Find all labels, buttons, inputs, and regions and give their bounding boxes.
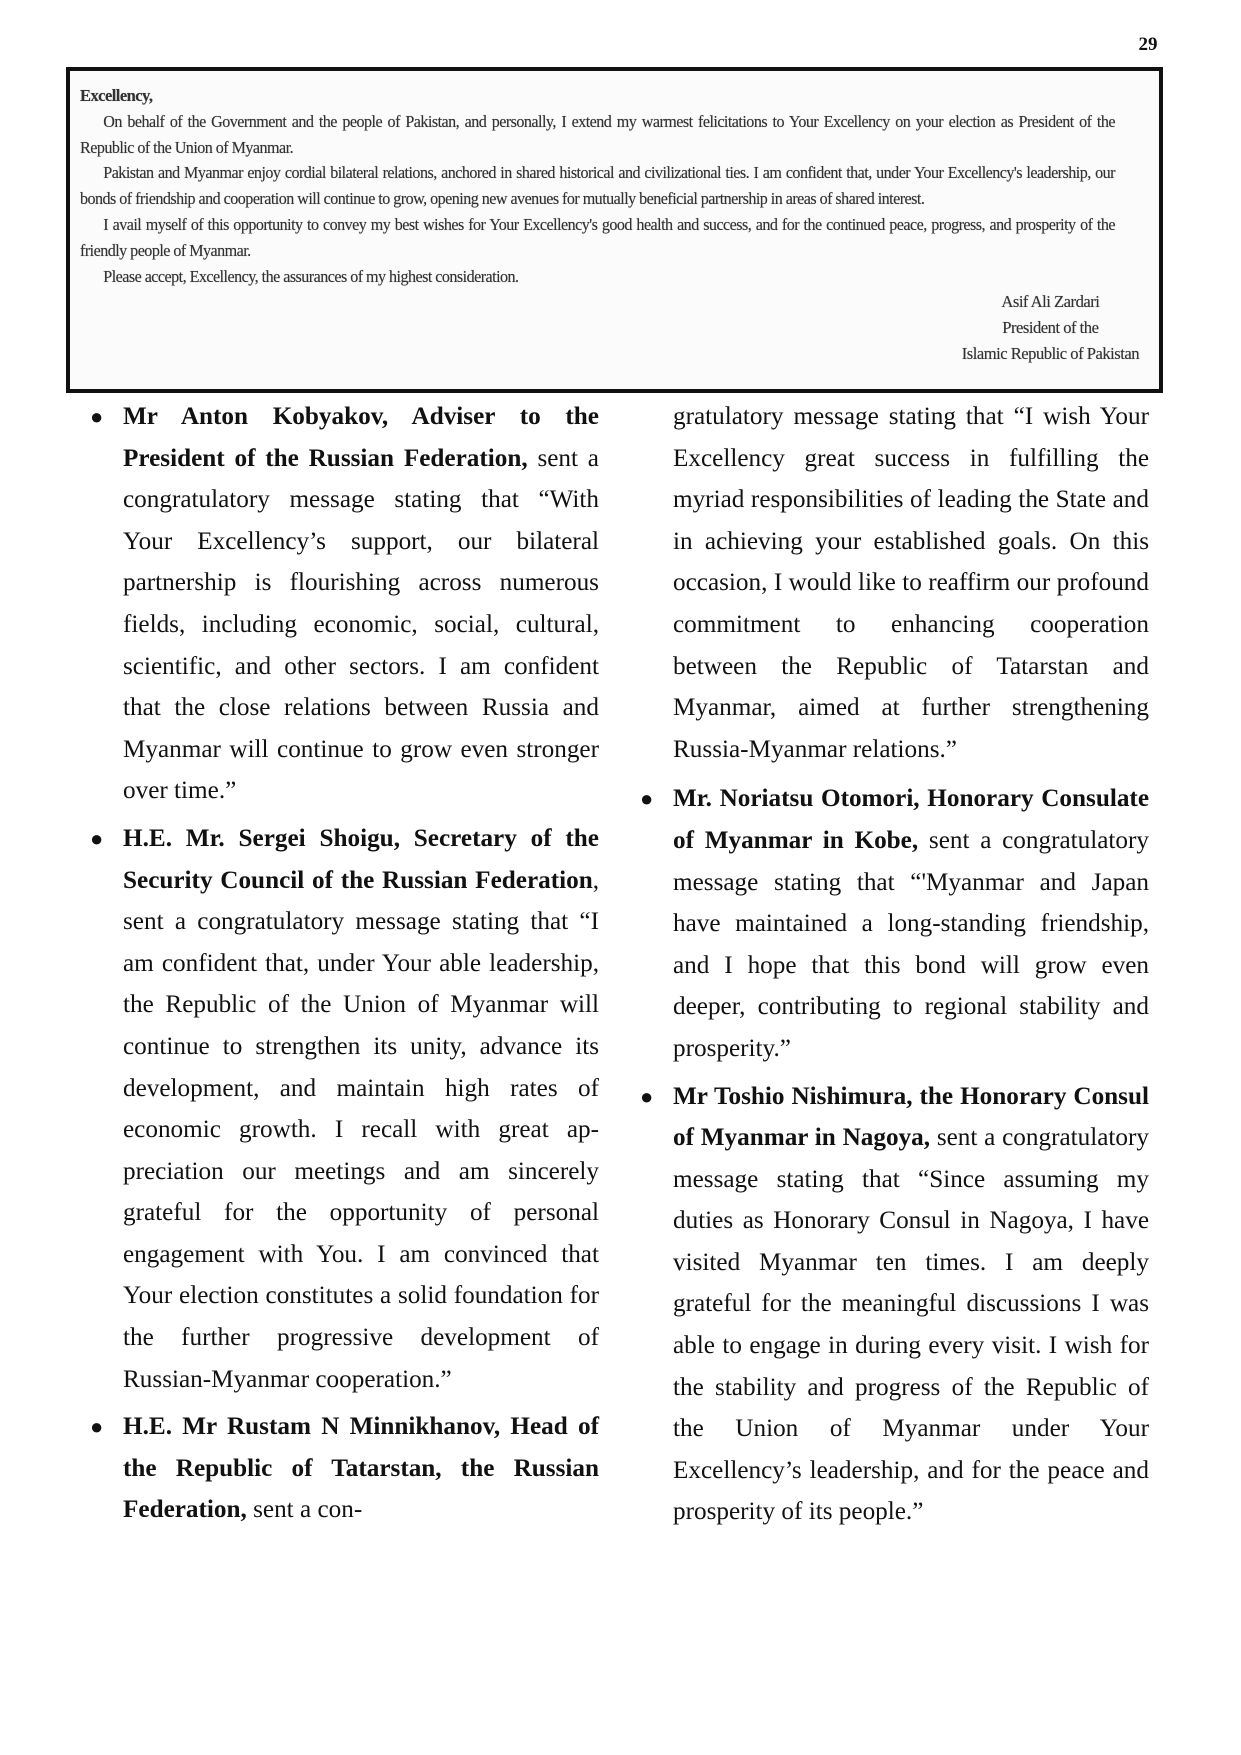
letter-paragraph: I avail myself of this opportunity to convey my best wishes for Your Excellency's good health and success, and for the continued peace, progress, and prosperity of the friendly people of Myanmar. bbox=[80, 214, 1115, 260]
list-item bbox=[90, 1406, 599, 1531]
bullet-icon: ● bbox=[90, 404, 104, 429]
sender-name: H.E. Mr. Sergei Shoigu, Secretary of the Security Council of the Russian Federation bbox=[123, 824, 599, 894]
bullet-icon: ● bbox=[90, 825, 104, 851]
bullet-icon: ● bbox=[640, 786, 654, 812]
list-item-continued bbox=[673, 396, 1149, 770]
letter-paragraph: Please accept, Excellency, the assurances of my highest consideration. bbox=[103, 266, 519, 286]
message-text: gratulatory message stating that “I wish Your Excellency great success in fulfilling the myriad responsibilities of leading the State and in achieving your established goals. On this occasion, I would like to reaffirm our profound commitment to enhancing cooperation between the Republic of Tatarstan and Myanmar, aimed at further strengthening Russia-Myanmar relations.” bbox=[673, 403, 1149, 763]
sender-name: Mr Toshio Nishimura, the Honorary Consul of Myanmar in Nagoya, bbox=[673, 1082, 1149, 1152]
letter-signature bbox=[962, 289, 1139, 367]
list-item bbox=[640, 778, 1149, 1069]
list-item bbox=[640, 1076, 1149, 1534]
page-number: 29 bbox=[1138, 34, 1158, 55]
signatory-name: Asif Ali Zardari bbox=[1001, 292, 1100, 311]
letter-paragraph: Pakistan and Myanmar enjoy cordial bilateral relations, anchored in shared historical and civilizational ties. I am confident that, under Your Excellency's leadership, our bonds of friendship and cooperation will continue to grow, opening new avenues for mutually beneficial partnership in areas of shared interest. bbox=[80, 163, 1115, 209]
list-item-text bbox=[673, 778, 1149, 1069]
letter-body bbox=[80, 83, 1115, 289]
signatory-title: President of the bbox=[1002, 318, 1099, 337]
list-item-text bbox=[123, 818, 599, 1400]
sender-name: H.E. Mr Rustam N Minnikhanov, Head of the Republic of Tatarstan, the Russian Federation, bbox=[123, 1413, 599, 1524]
bullet-icon: ● bbox=[640, 1083, 654, 1109]
right-column bbox=[640, 396, 1149, 1539]
list-item-text bbox=[123, 396, 599, 812]
sender-name: Mr. Noriatsu Otomori, Honorary Consulate of Myanmar in Kobe, bbox=[673, 785, 1149, 854]
list-item bbox=[90, 818, 599, 1400]
signatory-country: Islamic Republic of Pakistan bbox=[961, 344, 1139, 363]
letter-paragraph: On behalf of the Government and the people of Pakistan, and personally, I extend my warmest felicitations to Your Excellency on your election as President of the Republic of the Union of Myanmar. bbox=[80, 111, 1115, 157]
left-column bbox=[90, 396, 599, 1537]
bullet-icon: ● bbox=[90, 1414, 104, 1440]
letter-salutation: Excellency, bbox=[80, 86, 153, 105]
list-item-text bbox=[673, 396, 1149, 770]
list-item bbox=[90, 396, 599, 812]
list-item-text bbox=[123, 1406, 599, 1531]
message-text: sent a con- bbox=[246, 1496, 363, 1524]
letter-image-box bbox=[66, 67, 1163, 393]
message-text: , sent a congratulatory message stating that “I am confident that, under Your able leadership, the Republic of the Union of Myanmar will continue to strengthen its unity, advance its development, and maintain high rates of economic growth. I recall with great appreciation our meetings and am sincerely grateful for the opportunity of personal engagement with You. I am convinced that Your election constitutes a solid foundation for the further progressive development of Russian-Myanmar cooperation.” bbox=[123, 866, 599, 1393]
sender-name: Mr Anton Kobyakov, Adviser to the President of the Russian Federation, bbox=[123, 403, 599, 472]
message-text: sent a congratulatory message stating that “With Your Excellency’s support, our bilateral partnership is flourishing across numerous fields, including economic, social, cultural, scientific, and other sectors. I am confident that the close relations between Russia and Myanmar will continue to grow even stronger over time.” bbox=[123, 444, 599, 805]
message-text: sent a congratulatory message stating that “'Myanmar and Japan have maintained a long-standing friendship, and I hope that this bond will grow even deeper, contributing to regional stability and prosperity.” bbox=[673, 826, 1149, 1062]
list-item-text bbox=[673, 1076, 1149, 1534]
message-text: sent a congratulatory message stating that “Since assuming my duties as Honorary Consul in Nagoya, I have visited Myanmar ten times. I am deeply grateful for the meaningful discussions I was able to engage in during every visit. I wish for the stability and progress of the Republic of the Union of Myanmar under Your Excellency’s leadership, and for the peace and prosperity of its people.” bbox=[673, 1124, 1149, 1526]
